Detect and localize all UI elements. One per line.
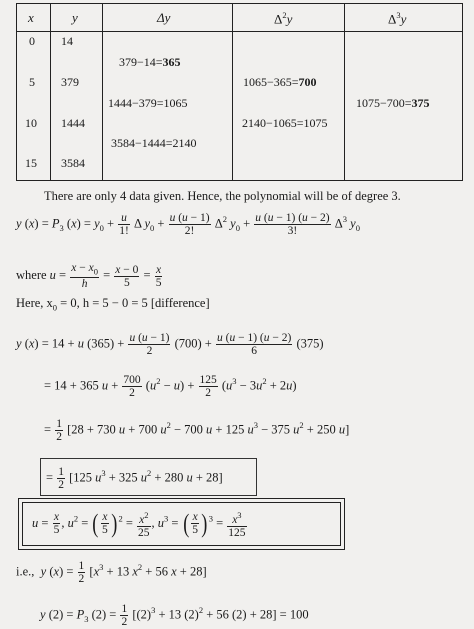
header-y: y bbox=[72, 10, 78, 25]
substituted-formula: y (x) = 14 + u (365) + $\frac{u (u - 1)}{2}$ (700) + $\frac{u (u - 1) (u - 2)}{6}$ (375) bbox=[16, 332, 324, 357]
expanded-step-2: = $\frac{1}{2}$ [28 + 730 u + 700 $u^2 - 700$ u + 125 $u^3 - 375$ $u^2 + 250$ u] bbox=[44, 418, 350, 443]
delta2-entry: 1065−365=700 bbox=[243, 75, 317, 89]
difference-table bbox=[16, 3, 463, 181]
delta2-entry: 2140−1065=1075 bbox=[242, 116, 328, 130]
x-value: 5 bbox=[29, 75, 35, 89]
intro-text: There are only 4 data given. Hence, the polynomial will be of degree 3. bbox=[44, 189, 401, 203]
delta1-entry: 379−14=365 bbox=[119, 55, 181, 69]
y-value: 379 bbox=[61, 75, 79, 89]
header-delta3-y: $\Delta^3y$ bbox=[388, 10, 407, 27]
delta1-entry: 1444−379=1065 bbox=[108, 96, 188, 110]
parameters-line: Here, $x_0 = 0$, h = 5 − 0 = 5 [difference] bbox=[16, 296, 210, 313]
x-value: 0 bbox=[29, 34, 35, 48]
y-value: 1444 bbox=[61, 116, 85, 130]
y-value: 3584 bbox=[61, 156, 85, 170]
substitution-line: u = $\frac{x}{5}$ , $u^2$ = ( $\frac{x}{5}$ )$^2$ = $\frac{x^2}{25}$ , $u^3$ = ( $\frac{x}{5}$ )$^3$ = $\frac{x^3}{125}$ bbox=[32, 508, 246, 539]
u-definition: where u = $\frac{x - x_0}{h}$ = $\frac{x - 0}{5}$ = $\frac{x}{5}$ bbox=[16, 262, 162, 291]
final-polynomial: i.e., y (x) = $\frac{1}{2}$ [$x^3 + 13$ $x^2 + 56$ x + 28] bbox=[16, 560, 207, 585]
header-x: x bbox=[28, 10, 34, 25]
evaluation-line: y $(2) = P_3$ (2) = $\frac{1}{2}$ [$(2)^3 + 13$ $(2)^2 + 56$ (2) + 28] = 100 bbox=[40, 603, 309, 628]
header-delta-y: Δy bbox=[157, 10, 171, 25]
y-value: 14 bbox=[61, 34, 73, 48]
expanded-step-1: = 14 + 365 u + $\frac{700}{2}$ $(u^2 - u)$ + $\frac{125}{2}$ $(u^3 - 3u^2 + 2u)$ bbox=[44, 374, 297, 399]
delta1-entry: 3584−1444=2140 bbox=[111, 136, 197, 150]
x-value: 15 bbox=[25, 156, 37, 170]
simplified-polynomial: = $\frac{1}{2}$ [125 $u^3 + 325$ $u^2 + 280$ u + 28] bbox=[46, 466, 223, 491]
newton-formula: y $(x) = P_3$ $(x) = y_0$ + $\frac{u}{1!}$ Δ $y_0$ + $\frac{u (u - 1)}{2!}$ $\Delta^2$ $y_0$ + $\frac{u (u - 1) (u - 2)}{3!}$ $\Delta^3$ $y_0$ bbox=[16, 212, 360, 237]
header-delta2-y: $\Delta^2y$ bbox=[274, 10, 293, 27]
x-value: 10 bbox=[25, 116, 37, 130]
delta3-entry: 1075−700=375 bbox=[356, 96, 430, 110]
